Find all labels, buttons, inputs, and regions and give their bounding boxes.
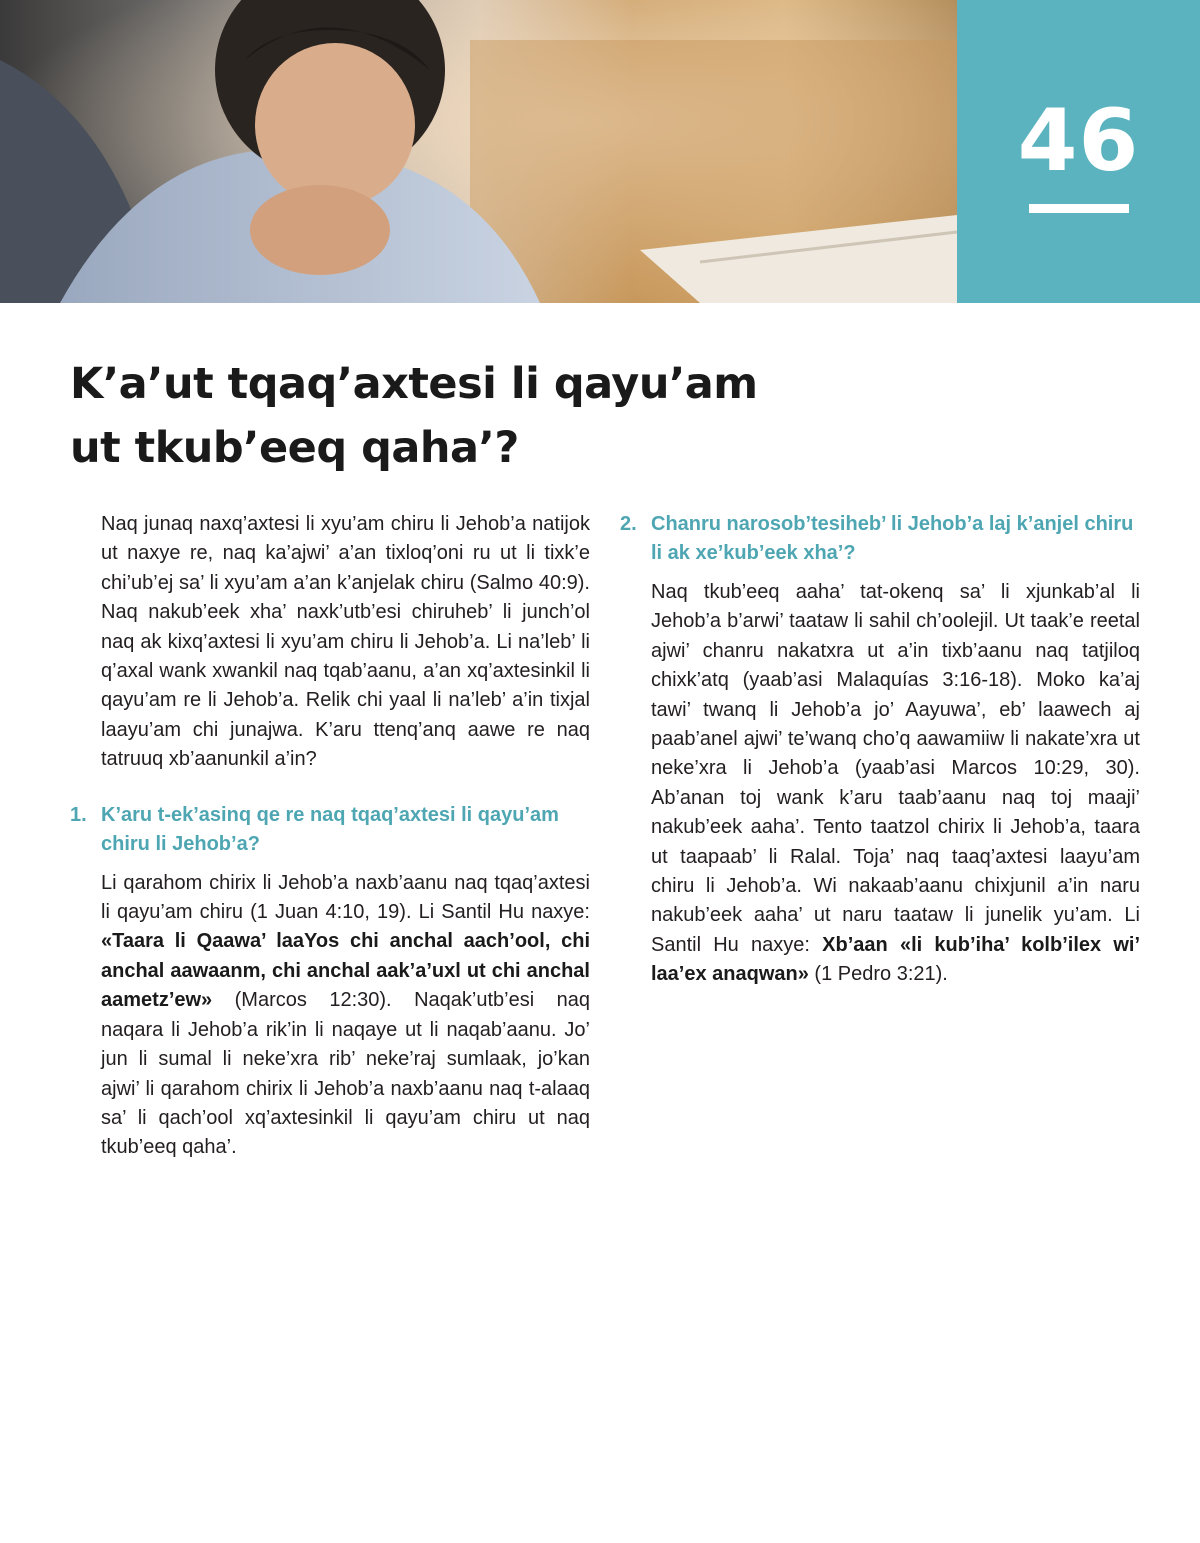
right-column bbox=[620, 510, 1140, 990]
left-column bbox=[70, 510, 590, 1163]
section-1-question bbox=[70, 801, 590, 859]
section-2-text-after: (1 Pedro 3:21). bbox=[808, 963, 948, 986]
section-1-text-after: (Marcos 12:30). Naqak’utb’esi naq naqara li Jehob’a rik’in li naqaye ut li naqab’aanu. Jo’ jun li sumal li neke’xra rib’ neke’raj sumlaak, jo’kan ajwi’ li qarahom chirix li Jehob’a naxb’aanu naq t-alaaq sa’ li qach’ool xq’axtesinkil li qayu’am chiru ut naq tkub’eeq qaha’. bbox=[101, 989, 590, 1159]
hero-photo-man-praying bbox=[0, 0, 957, 303]
page-title-line-2: ut tkub’eeq qaha’? bbox=[70, 423, 519, 473]
lesson-number: 46 bbox=[1017, 91, 1140, 191]
section-2-question-text: Chanru narosob’tesiheb’ li Jehob’a laj k’anjel chiru li ak xe’kub’eek xha’? bbox=[651, 513, 1134, 564]
lesson-number-badge bbox=[957, 0, 1200, 303]
page-title-line-1: K’a’ut tqaq’axtesi li qayu’am bbox=[70, 359, 758, 409]
section-2-answer bbox=[620, 578, 1140, 990]
section-1-text-before: Li qarahom chirix li Jehob’a naxb’aanu naq tqaq’axtesi li qayu’am chiru (1 Juan 4:10, 19). Li Santil Hu naxye: bbox=[101, 871, 590, 924]
section-1-number: 1. bbox=[70, 803, 87, 826]
intro-paragraph: Naq junaq naxq’axtesi li xyu’am chiru li Jehob’a natijok ut naxye re, naq ka’ajwi’ a’an tixloq’oni ru ut li tixk’e chi’ub’ej sa’ li xyu’am a’an k’anjelak chiru (Salmo 40:9). Naq nakub’eek xha’ naxk’utb’esi chiruheb’ li junch’ol naq ak kixq’axtesi li xyu’am chiru li Jehob’a. Li na’leb’ li q’axal wank xwankil naq tqab’aanu, a’an xq’axtesinkil li qayu’am re li Jehob’a. Relik chi yaal li na’leb’ a’in tixjal laayu’am chi junajwa. K’aru ttenq’anq aawe re naq tatruuq xb’aanunkil a’in? bbox=[101, 513, 590, 771]
section-2-scripture-quote: Xb’aan «li kub’iha’ kolb’ilex wi’ laa’ex anaqwan» bbox=[651, 933, 1140, 986]
section-2-question bbox=[620, 510, 1140, 568]
section-1-answer bbox=[70, 869, 590, 1163]
section-2-number: 2. bbox=[620, 513, 637, 535]
lesson-number-underline bbox=[1029, 204, 1129, 213]
section-1-scripture-quote: «Taara li Qaawa’ laaYos chi anchal aach’ool, chi anchal aawaanm, chi anchal aak’a’uxl ut chi anchal aametz’ew» bbox=[101, 930, 590, 1012]
page-title bbox=[70, 352, 830, 480]
section-1-question-text: K’aru t-ek’asinq qe re naq tqaq’axtesi li qayu’am chiru li Jehob’a? bbox=[101, 803, 559, 855]
section-2-text-before: Naq tkub’eeq aaha’ tat-okenq sa’ li xjunkab’al li Jehob’a b’arwi’ taataw li sahil ch’oolejil. Ut taak’e reetal ajwi’ chanru nakatxra ut a’in tixb’aanu naq tatjiloq chixk’atq (yaab’asi Malaquías 3:16-18). Moko ka’aj tawi’ twanq li Jehob’a jo’ Aayuwa’, eb’ laawech aj paab’anel ajwi’ te’wanq cho’q aawamiiw li nakate’xra ut neke’xra li Jehob’a (yaab’asi Marcos 10:29, 30). Ab’anan toj wank k’aru taab’aanu naq toj maaji’ nakub’eek aaha’. Tento taatzol chirix li Jehob’a, taara ut taapaab’ li Ralal. Toja’ naq taaq’axtesi laayu’am chiru li Jehob’a. Wi nakaab’aanu chixjunil a’in naru nakub’eek aaha’ ut naru taataw li junelik yu’am. Li Santil Hu naxye: bbox=[651, 581, 1140, 956]
